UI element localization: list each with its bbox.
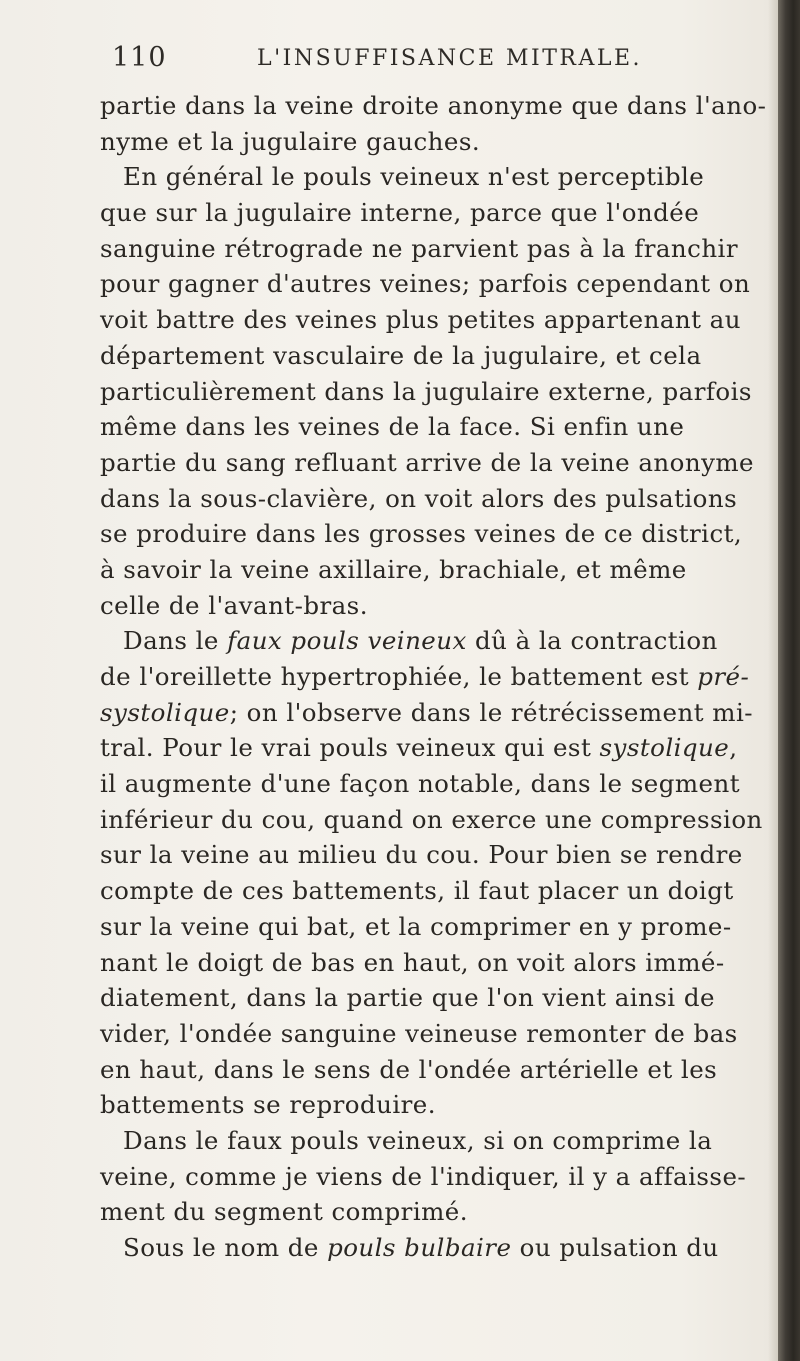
- text-line: [100, 1052, 770, 1088]
- text-line: [100, 1123, 770, 1159]
- text-line: [100, 409, 770, 445]
- text-line: [100, 1016, 770, 1052]
- text-segment: celle de l'avant-bras.: [100, 590, 368, 620]
- italic-text-segment: pré-: [697, 662, 750, 691]
- text-segment: inférieur du cou, quand on exerce une compression: [100, 804, 763, 834]
- text-segment: même dans les veines de la face. Si enfin une: [100, 412, 685, 442]
- text-line: [100, 374, 770, 410]
- text-line: [100, 588, 770, 624]
- text-segment: il augmente d'une façon notable, dans le segment: [100, 769, 740, 799]
- text-line: [100, 516, 770, 552]
- text-line: [100, 445, 770, 481]
- text-line: [100, 730, 770, 766]
- text-segment: veine, comme je viens de l'indiquer, il y a affaisse-: [100, 1161, 747, 1191]
- text-line: [100, 909, 770, 945]
- text-segment: partie du sang refluant arrive de la veine anonyme: [100, 447, 754, 477]
- text-segment: pour gagner d'autres veines; parfois cependant on: [100, 269, 751, 299]
- italic-text-segment: systolique: [100, 697, 230, 727]
- text-line: [100, 481, 770, 517]
- book-binding-edge: [778, 0, 800, 1361]
- text-segment: ou pulsation du: [511, 1233, 719, 1262]
- text-line: [100, 837, 770, 873]
- text-line: [100, 873, 770, 909]
- text-segment: se produire dans les grosses veines de ce district,: [100, 519, 743, 549]
- text-segment: de l'oreillette hypertrophiée, le battement est: [100, 662, 698, 691]
- text-line: [100, 231, 770, 267]
- page-header: [112, 42, 762, 82]
- text-segment: diatement, dans la partie que l'on vient ainsi de: [100, 983, 715, 1013]
- italic-text-segment: pouls bulbaire: [327, 1233, 512, 1262]
- text-line: [100, 802, 770, 838]
- text-segment: dû à la contraction: [466, 626, 718, 656]
- text-line: [100, 1087, 770, 1123]
- text-segment: partie dans la veine droite anonyme que dans l'ano-: [100, 91, 767, 120]
- text-line: [100, 88, 770, 124]
- text-segment: Dans le: [123, 626, 228, 656]
- italic-text-segment: systolique: [599, 733, 730, 763]
- text-line: [100, 980, 770, 1016]
- text-segment: Dans le faux pouls veineux, si on comprime la: [123, 1125, 713, 1155]
- text-segment: En général le pouls veineux n'est perceptible: [123, 162, 705, 192]
- text-line: [100, 159, 770, 195]
- text-segment: nyme et la jugulaire gauches.: [100, 126, 481, 156]
- text-segment: département vasculaire de la jugulaire, et cela: [100, 340, 702, 370]
- text-line: [100, 302, 770, 338]
- text-line: [100, 338, 770, 374]
- text-segment: nant le doigt de bas en haut, on voit alors immé-: [100, 947, 725, 977]
- text-segment: particulièrement dans la jugulaire externe, parfois: [100, 376, 752, 406]
- text-line: [100, 124, 770, 160]
- text-line: [100, 1159, 770, 1195]
- text-segment: sur la veine qui bat, et la comprimer en y prome-: [100, 911, 732, 941]
- text-segment: en haut, dans le sens de l'ondée artérielle et les: [100, 1054, 718, 1084]
- text-line: [100, 695, 770, 731]
- text-segment: à savoir la veine axillaire, brachiale, et même: [100, 554, 687, 584]
- text-line: [100, 552, 770, 588]
- text-line: [100, 659, 770, 695]
- text-line: [100, 766, 770, 802]
- text-segment: ,: [729, 733, 738, 763]
- text-segment: dans la sous-clavière, on voit alors des pulsations: [100, 483, 738, 513]
- text-line: [100, 1194, 770, 1230]
- text-segment: voit battre des veines plus petites appartenant au: [100, 305, 741, 335]
- text-segment: ; on l'observe dans le rétrécissement mi-: [229, 697, 753, 727]
- text-line: [100, 195, 770, 231]
- text-line: [100, 1230, 770, 1266]
- text-line: [100, 945, 770, 981]
- text-segment: vider, l'ondée sanguine veineuse remonter de bas: [100, 1018, 738, 1048]
- text-segment: ment du segment comprimé.: [100, 1197, 468, 1227]
- body-text: [100, 88, 770, 1266]
- text-segment: Sous le nom de: [123, 1233, 328, 1262]
- text-segment: sanguine rétrograde ne parvient pas à la franchir: [100, 233, 739, 263]
- text-segment: tral. Pour le vrai pouls veineux qui est: [100, 733, 600, 763]
- text-segment: compte de ces battements, il faut placer un doigt: [100, 876, 734, 906]
- italic-text-segment: faux pouls veineux: [227, 626, 467, 656]
- text-segment: sur la veine au milieu du cou. Pour bien se rendre: [100, 840, 743, 870]
- text-line: [100, 623, 770, 659]
- text-segment: battements se reproduire.: [100, 1090, 436, 1120]
- text-line: [100, 266, 770, 302]
- text-segment: que sur la jugulaire interne, parce que l'ondée: [100, 198, 700, 228]
- running-title: L'INSUFFISANCE MITRALE.: [257, 46, 643, 71]
- page-number: 110: [112, 42, 167, 73]
